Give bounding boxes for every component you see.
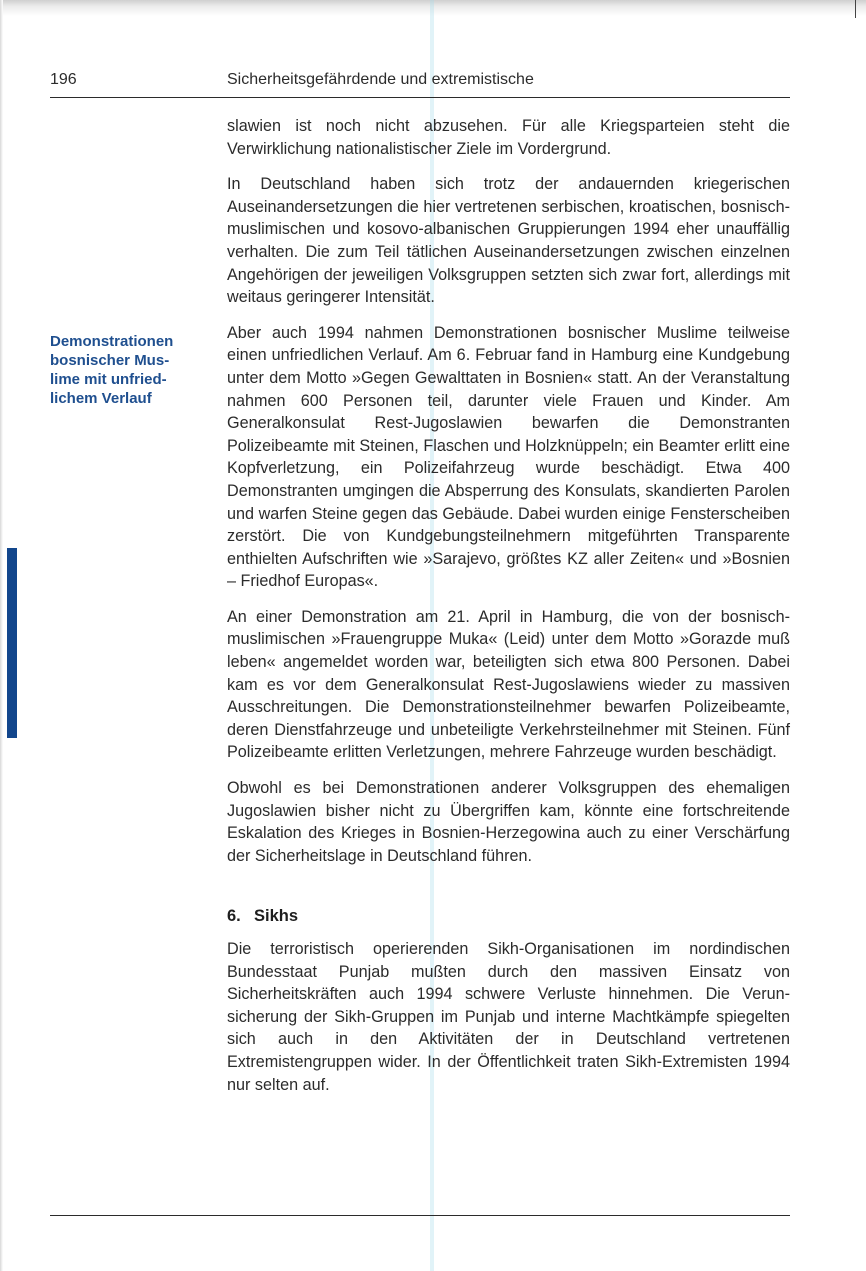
paragraph-continuation: slawien ist noch nicht abzusehen. Für alle Kriegsparteien steht die Verwirklichung nationalistischer Ziele im Vordergrund. bbox=[227, 117, 790, 158]
margin-sidenote bbox=[50, 332, 210, 408]
main-text bbox=[227, 115, 790, 1109]
page-header bbox=[50, 71, 790, 98]
margin-marker-bar bbox=[7, 548, 17, 738]
sidenote-line: lime mit unfried- bbox=[50, 371, 167, 388]
section-heading-sikhs bbox=[227, 905, 790, 928]
paragraph-hamburg-february: Aber auch 1994 nahmen Demonstrationen bosnischer Muslime teilweise einen unfriedlichen Verlauf. Am 6. Februar fand in Hamburg eine Kundgebung unter dem Motto »Gegen Gewalttaten in Bosnien« statt. An der Veranstaltung nahmen 600 Personen teil, darunter viele Frauen und Kinder. Am Generalkonsulat Rest-Jugoslawien bewarfen die Demonstranten Polizeibeamte mit Steinen, Flaschen und Holzknüppeln; ein Beamter erlitt eine Kopfverletzung, ein Polizeifahrzeug wurde beschädigt. Etwa 400 Demonstranten umgingen die Absperrung des Konsulats, skandierten Parolen und warfen Steine gegen das Gebäude. Dabei wurden einige Fensterscheiben zerstört. Die von Kundgebungsteilnehmern mitgeführten Transparente enthielten Aufschriften wie »Sarajevo, größtes KZ aller Zeiten« und »Bosnien – Friedhof Europas«. bbox=[227, 323, 790, 591]
paragraph-hamburg-april: An einer Demonstration am 21. April in Hamburg, die von der bosnischmuslimischen »Frauengruppe Muka« (Leid) unter dem Motto »Gorazde muß leben« angemeldet worden war, beteiligten sich etwa 800 Personen. Dabei kam es vor dem Generalkonsulat Rest-Jugoslawiens wieder zu massiven Ausschreitungen. Die Demonstrationsteilnehmer bewarfen Polizeibeamte, deren Dienstfahrzeuge und unbeteiligte Verkehrsteilnehmer mit Steinen. Fünf Polizeibeamte erlitten Verletzungen, mehrere Fahrzeuge wurden beschädigt. bbox=[227, 607, 790, 762]
paragraph-germany-groups: In Deutschland haben sich trotz der andauernden kriegerischen Auseinandersetzungen die hier vertretenen serbischen, kroatischen, bosnisch-muslimischen und kosovo-albanischen Gruppierungen 1994 eher unauffällig verhalten. Die zum Teil tätlichen Auseinandersetzungen zwischen einzelnen Angehörigen der jeweiligen Volksgruppen setzten sich zwar fort, allerdings mit weitaus geringerer Intensität. bbox=[227, 175, 790, 307]
sidenote-line: Demonstrationen bbox=[50, 333, 174, 350]
paragraph-sikhs: Die terroristisch operierenden Sikh-Organisationen im nordindischen Bundesstaat Punjab mußten durch den massiven Einsatz von Sicherheitskräften auch 1994 schwere Verluste hinnehmen. Die Verunsicherung der Sikh-Gruppen im Punjab und interne Machtkämpfe spiegelten sich auch in den Aktivitäten der in Deutschland vertretenen Extremistengruppen wider. In der Öffentlichkeit traten Sikh-Extremisten 1994 nur selten auf. bbox=[227, 940, 790, 1094]
footer-rule bbox=[50, 1215, 790, 1216]
page-number: 196 bbox=[50, 71, 77, 88]
running-title: Sicherheitsgefährdende und extremistische bbox=[227, 71, 534, 88]
sidenote-line: lichem Verlauf bbox=[50, 390, 152, 407]
scan-edge-mark bbox=[855, 0, 856, 18]
sidenote-line: bosnischer Mus- bbox=[50, 352, 170, 369]
scan-left-shade bbox=[0, 0, 3, 1271]
section-number: 6. bbox=[227, 907, 241, 926]
section-title: Sikhs bbox=[254, 907, 299, 926]
paragraph-outlook: Obwohl es bei Demonstrationen anderer Volksgruppen des ehemaligen Jugoslawien bisher nicht zu Übergriffen kam, könnte eine fortschreitende Eskalation des Krieges in Bosnien-Herzegowina auch zu einer Verschärfung der Sicherheitslage in Deutschland führen. bbox=[227, 779, 790, 865]
